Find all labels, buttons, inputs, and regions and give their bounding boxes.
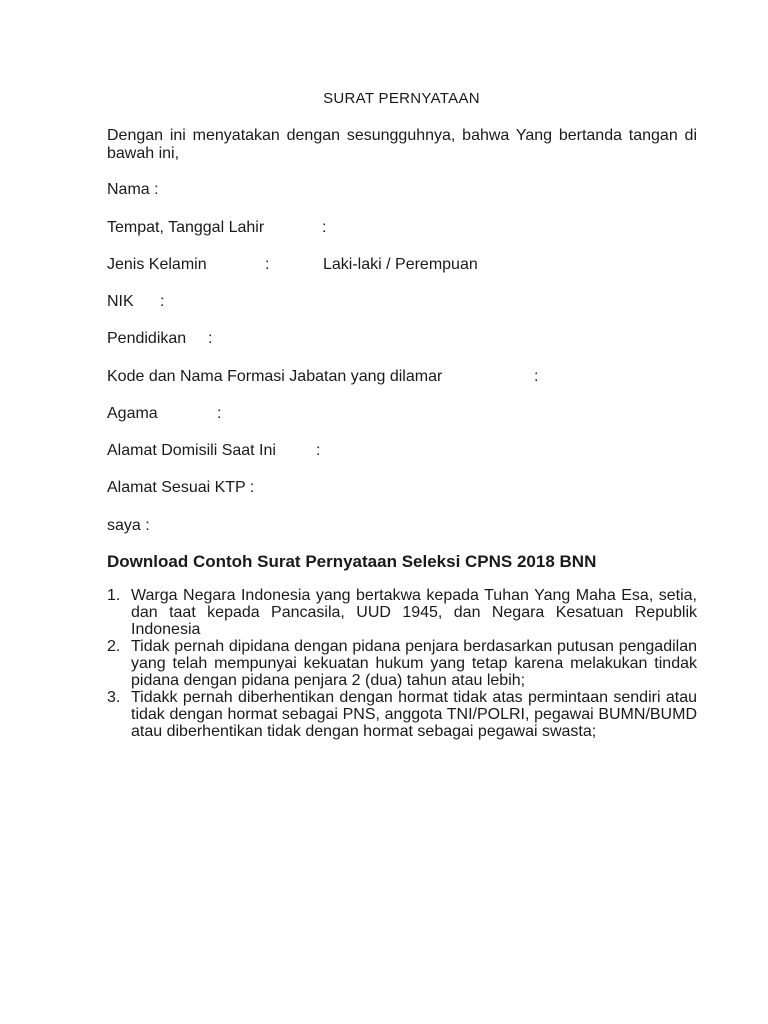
field-jenis-kelamin-value: Laki-laki / Perempuan bbox=[323, 256, 478, 273]
field-nama-label: Nama : bbox=[107, 181, 159, 198]
field-formasi-label: Kode dan Nama Formasi Jabatan yang dilamar bbox=[107, 368, 443, 385]
list-item-text: Warga Negara Indonesia yang bertakwa kepada Tuhan Yang Maha Esa, setia, dan taat kepada Pancasila, UUD 1945, dan Negara Kesatuan Republik Indonesia bbox=[131, 587, 697, 638]
field-nik-label: NIK bbox=[107, 293, 134, 310]
field-pendidikan-label: Pendidikan bbox=[107, 330, 187, 347]
field-pendidikan-colon: : bbox=[208, 330, 213, 347]
field-ttl-colon: : bbox=[322, 219, 327, 236]
list-item-number: 1. bbox=[107, 587, 121, 604]
field-domisili-colon: : bbox=[316, 442, 321, 459]
field-ktp-label: Alamat Sesuai KTP : bbox=[107, 479, 255, 496]
field-agama-colon: : bbox=[217, 405, 222, 422]
list-item-number: 3. bbox=[107, 689, 121, 706]
field-formasi-colon: : bbox=[534, 368, 539, 385]
list-item-text: Tidakk pernah diberhentikan dengan hormat tidak atas permintaan sendiri atau tidak dengan hormat sebagai PNS, anggota TNI/POLRI, pegawai BUMN/BUMD atau diberhentikan tidak dengan hormat sebagai pegawai swasta; bbox=[131, 689, 697, 740]
list-item-text: Tidak pernah dipidana dengan pidana penjara berdasarkan putusan pengadilan yang telah mempunyai kekuatan hukum yang tetap karena melakukan tindak pidana dengan pidana penjara 2 (dua) tahun atau lebih; bbox=[131, 638, 697, 689]
field-saya-label: saya : bbox=[107, 517, 150, 534]
list-item bbox=[107, 638, 697, 689]
list-item bbox=[107, 689, 697, 740]
requirements-list bbox=[107, 587, 697, 740]
list-item-number: 2. bbox=[107, 638, 121, 655]
field-nik-colon: : bbox=[160, 293, 165, 310]
intro-paragraph: Dengan ini menyatakan dengan sesungguhnya, bahwa Yang bertanda tangan di bawah ini, bbox=[107, 127, 697, 162]
field-jenis-kelamin-colon: : bbox=[265, 256, 270, 273]
document-title: SURAT PERNYATAAN bbox=[323, 90, 480, 107]
field-ttl-label: Tempat, Tanggal Lahir bbox=[107, 219, 265, 236]
list-item bbox=[107, 587, 697, 638]
section-heading: Download Contoh Surat Pernyataan Seleksi CPNS 2018 BNN bbox=[107, 552, 597, 571]
field-domisili-label: Alamat Domisili Saat Ini bbox=[107, 442, 276, 459]
field-jenis-kelamin-label: Jenis Kelamin bbox=[107, 256, 207, 273]
field-agama-label: Agama bbox=[107, 405, 158, 422]
